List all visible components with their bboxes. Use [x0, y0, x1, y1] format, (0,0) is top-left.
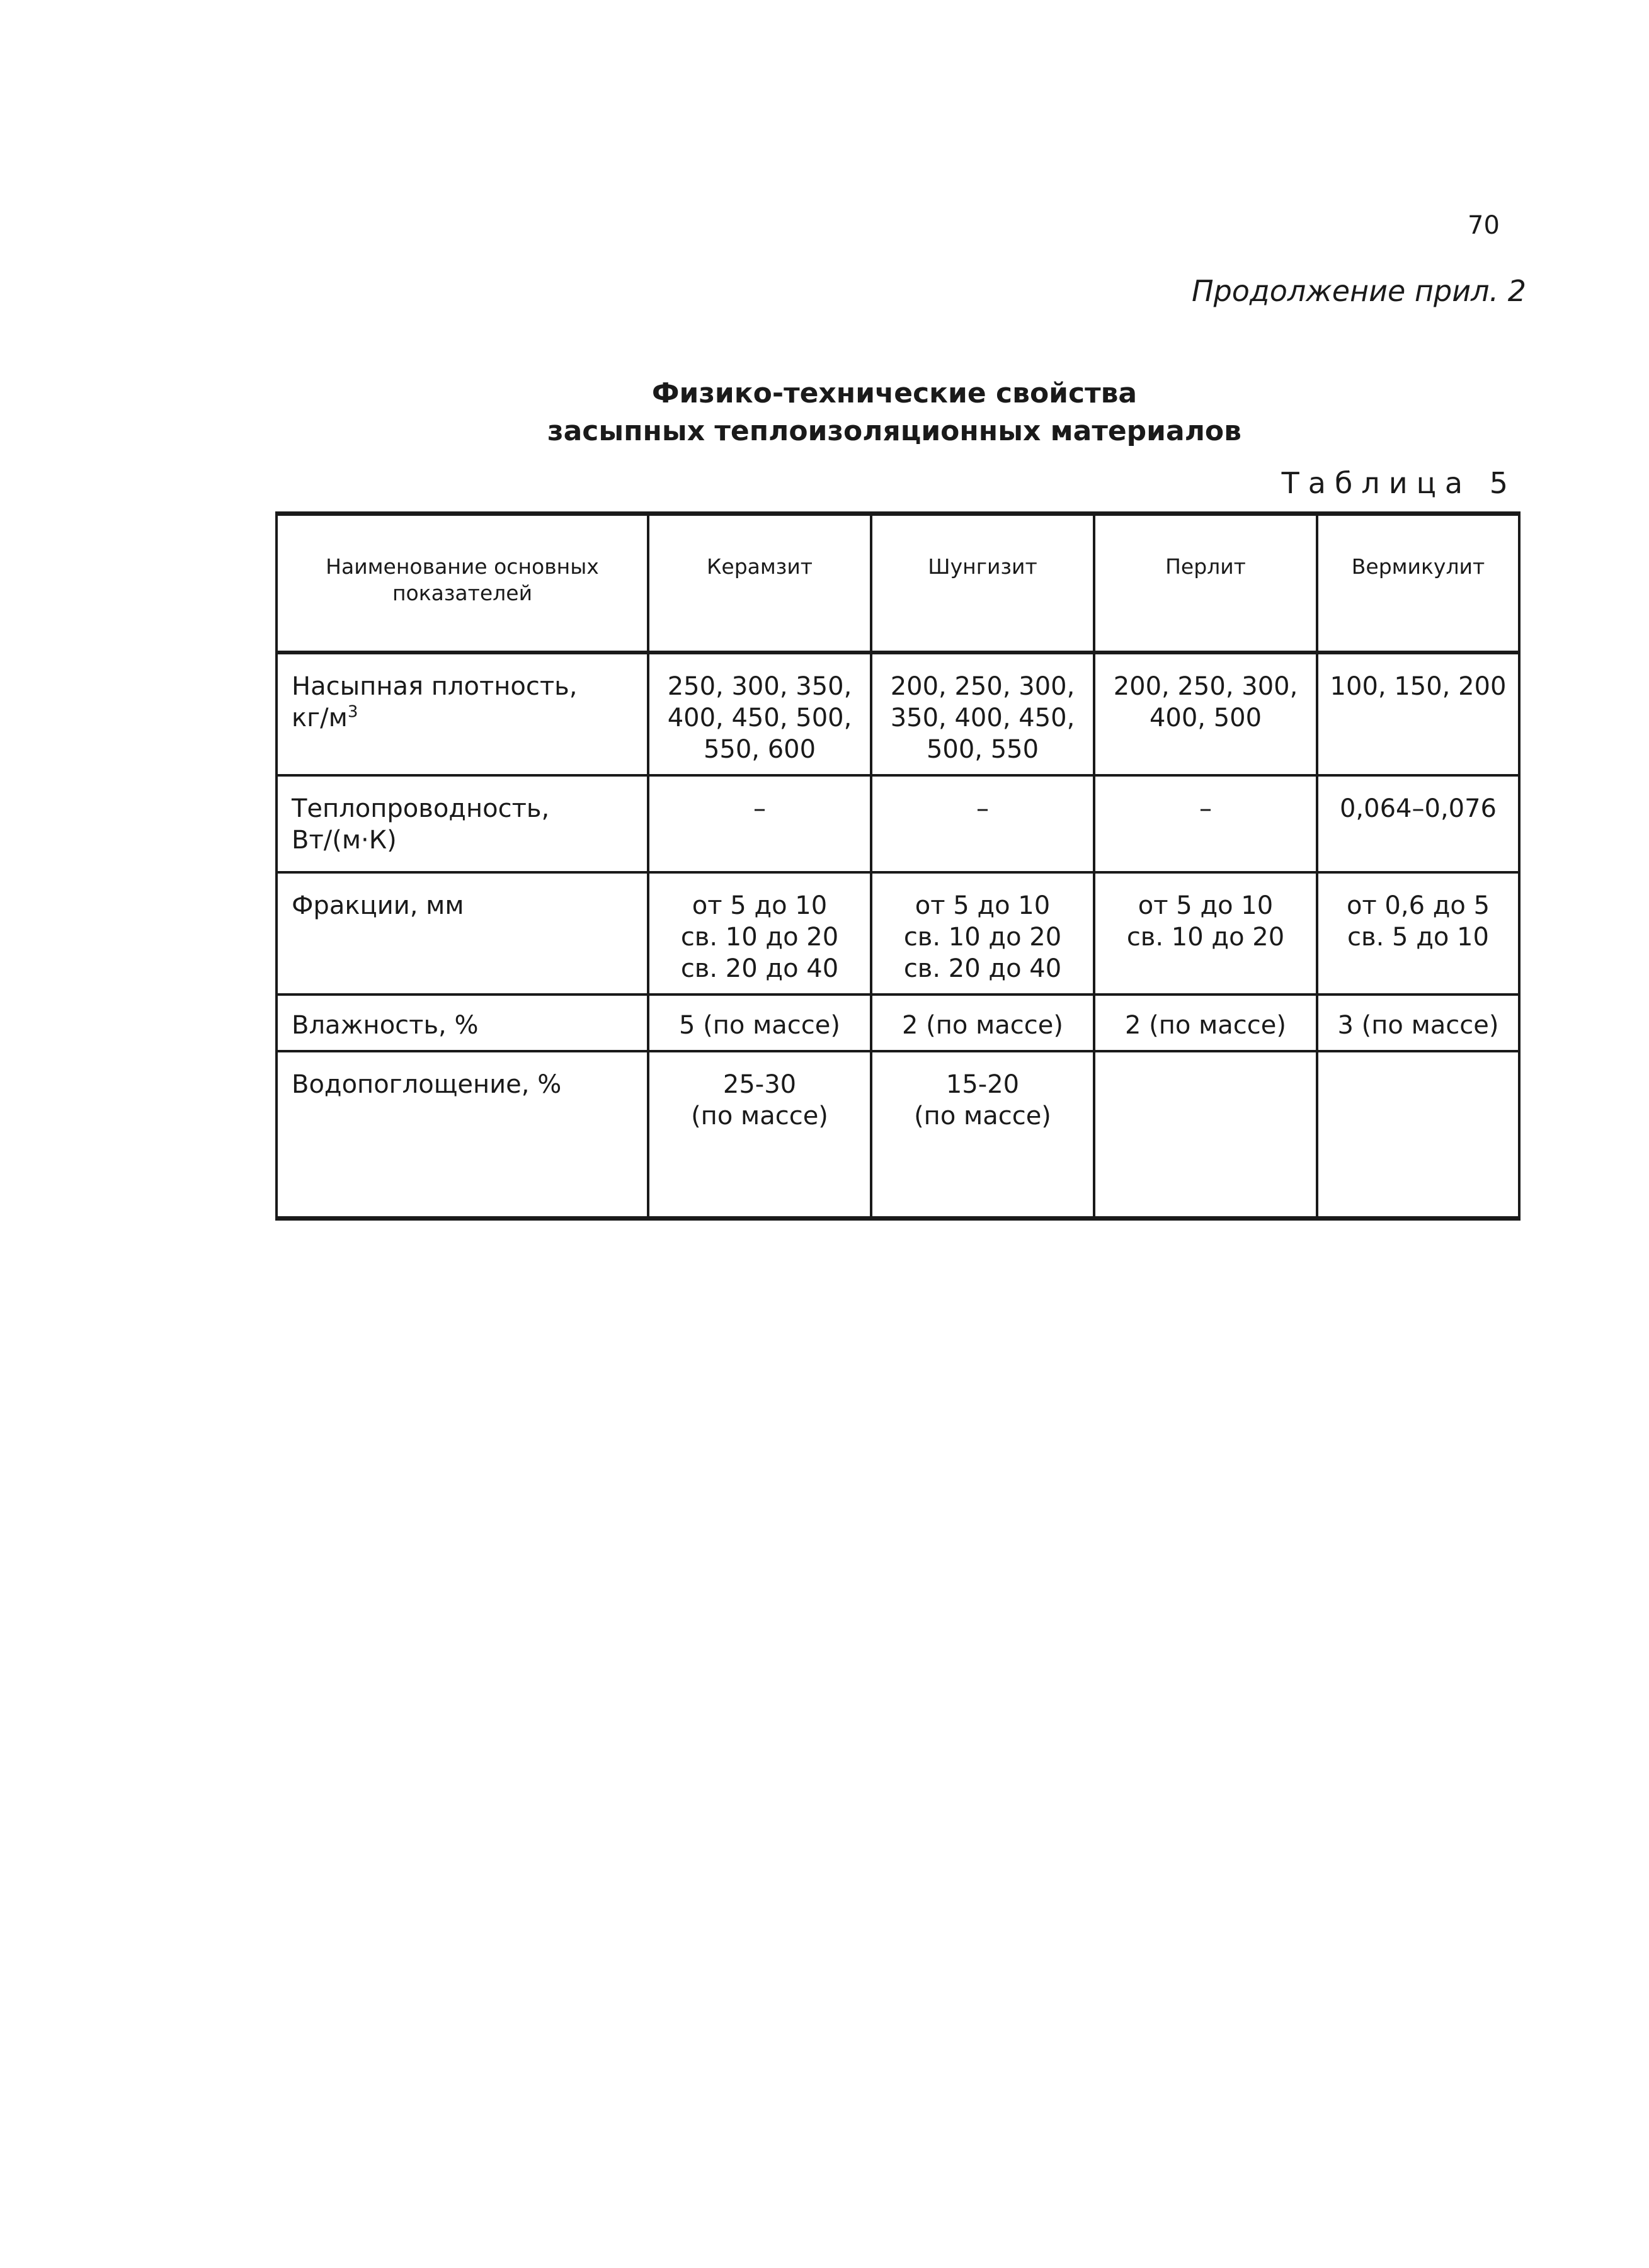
- row-label-bulk-density: [277, 652, 648, 775]
- cell-line: 250, 300, 350,: [667, 672, 852, 701]
- cell-density-shungizit: [871, 652, 1094, 775]
- cell-line: 15-20: [945, 1070, 1020, 1099]
- row-label-water-absorption: Водопоглощение, %: [277, 1051, 648, 1219]
- cell-line: 400, 450, 500,: [667, 704, 852, 732]
- header-vermikulit: Вермикулит: [1317, 514, 1519, 653]
- cell-line: св. 10 до 20: [903, 923, 1062, 952]
- cell-line: 25-30: [722, 1070, 797, 1099]
- header-keramzit: Керамзит: [648, 514, 871, 653]
- cell-line: 100, 150, 200: [1330, 672, 1507, 701]
- table-title-line-2: засыпных теплоизоляционных материалов: [547, 415, 1241, 447]
- properties-table: [275, 511, 1521, 1221]
- row-label-unit: $кг/м^3$: [292, 702, 358, 732]
- table-row-moisture: [277, 994, 1519, 1051]
- cell-line: св. 20 до 40: [680, 954, 839, 983]
- cell-density-vermikulit: [1317, 652, 1519, 775]
- cell-line: от 5 до 10: [915, 891, 1051, 920]
- cell-fraction-shungizit: [871, 872, 1094, 994]
- table-title: [378, 375, 1411, 450]
- cell-thermal-perlit: –: [1094, 775, 1317, 872]
- cell-moisture-vermikulit: 3 (по массе): [1317, 994, 1519, 1051]
- cell-line: 500, 550: [926, 735, 1039, 764]
- header-parameter: Наименование основных показателей: [277, 514, 648, 653]
- cell-water-shungizit: [871, 1051, 1094, 1219]
- cell-water-keramzit: [648, 1051, 871, 1219]
- cell-fraction-perlit: [1094, 872, 1317, 994]
- cell-line: от 0,6 до 5: [1346, 891, 1490, 920]
- cell-moisture-shungizit: 2 (по массе): [871, 994, 1094, 1051]
- table-header-row: [277, 514, 1519, 653]
- cell-line: св. 20 до 40: [903, 954, 1062, 983]
- cell-thermal-keramzit: –: [648, 775, 871, 872]
- cell-line: (по массе): [914, 1102, 1051, 1131]
- page-number: 70: [1468, 211, 1500, 240]
- cell-fraction-keramzit: [648, 872, 871, 994]
- cell-moisture-perlit: 2 (по массе): [1094, 994, 1317, 1051]
- cell-line: 200, 250, 300,: [890, 672, 1075, 701]
- cell-line: 400, 500: [1149, 704, 1262, 732]
- cell-line: 200, 250, 300,: [1113, 672, 1298, 701]
- cell-line: (по массе): [691, 1102, 828, 1131]
- row-label-thermal-conductivity: [277, 775, 648, 872]
- table-number-label: Таблица 5: [1281, 466, 1517, 500]
- cell-fraction-vermikulit: [1317, 872, 1519, 994]
- table-row-water-absorption: [277, 1051, 1519, 1219]
- cell-line: св. 10 до 20: [680, 923, 839, 952]
- row-label-main: Насыпная плотность,: [292, 672, 578, 701]
- table-row-thermal-conductivity: [277, 775, 1519, 872]
- header-shungizit: Шунгизит: [871, 514, 1094, 653]
- row-label-unit: Вт/(м·К): [292, 826, 397, 855]
- row-label-moisture: Влажность, %: [277, 994, 648, 1051]
- cell-line: 350, 400, 450,: [890, 704, 1075, 732]
- appendix-continuation: Продолжение прил. 2: [1192, 274, 1526, 308]
- table-row-bulk-density: [277, 652, 1519, 775]
- unit-superscript: 3: [347, 702, 358, 722]
- cell-density-perlit: [1094, 652, 1317, 775]
- table-title-line-1: Физико-технические свойства: [651, 377, 1138, 409]
- cell-line: 550, 600: [703, 735, 816, 764]
- row-label-main: Теплопроводность,: [292, 794, 550, 823]
- cell-line: св. 10 до 20: [1126, 923, 1285, 952]
- cell-water-perlit: [1094, 1051, 1317, 1219]
- cell-line: св. 5 до 10: [1347, 923, 1489, 952]
- cell-density-keramzit: [648, 652, 871, 775]
- row-label-fractions: Фракции, мм: [277, 872, 648, 994]
- header-perlit: Перлит: [1094, 514, 1317, 653]
- cell-line: от 5 до 10: [692, 891, 828, 920]
- cell-line: от 5 до 10: [1138, 891, 1274, 920]
- cell-thermal-vermikulit: 0,064–0,076: [1317, 775, 1519, 872]
- table-row-fractions: [277, 872, 1519, 994]
- cell-thermal-shungizit: –: [871, 775, 1094, 872]
- cell-moisture-keramzit: 5 (по массе): [648, 994, 871, 1051]
- cell-water-vermikulit: [1317, 1051, 1519, 1219]
